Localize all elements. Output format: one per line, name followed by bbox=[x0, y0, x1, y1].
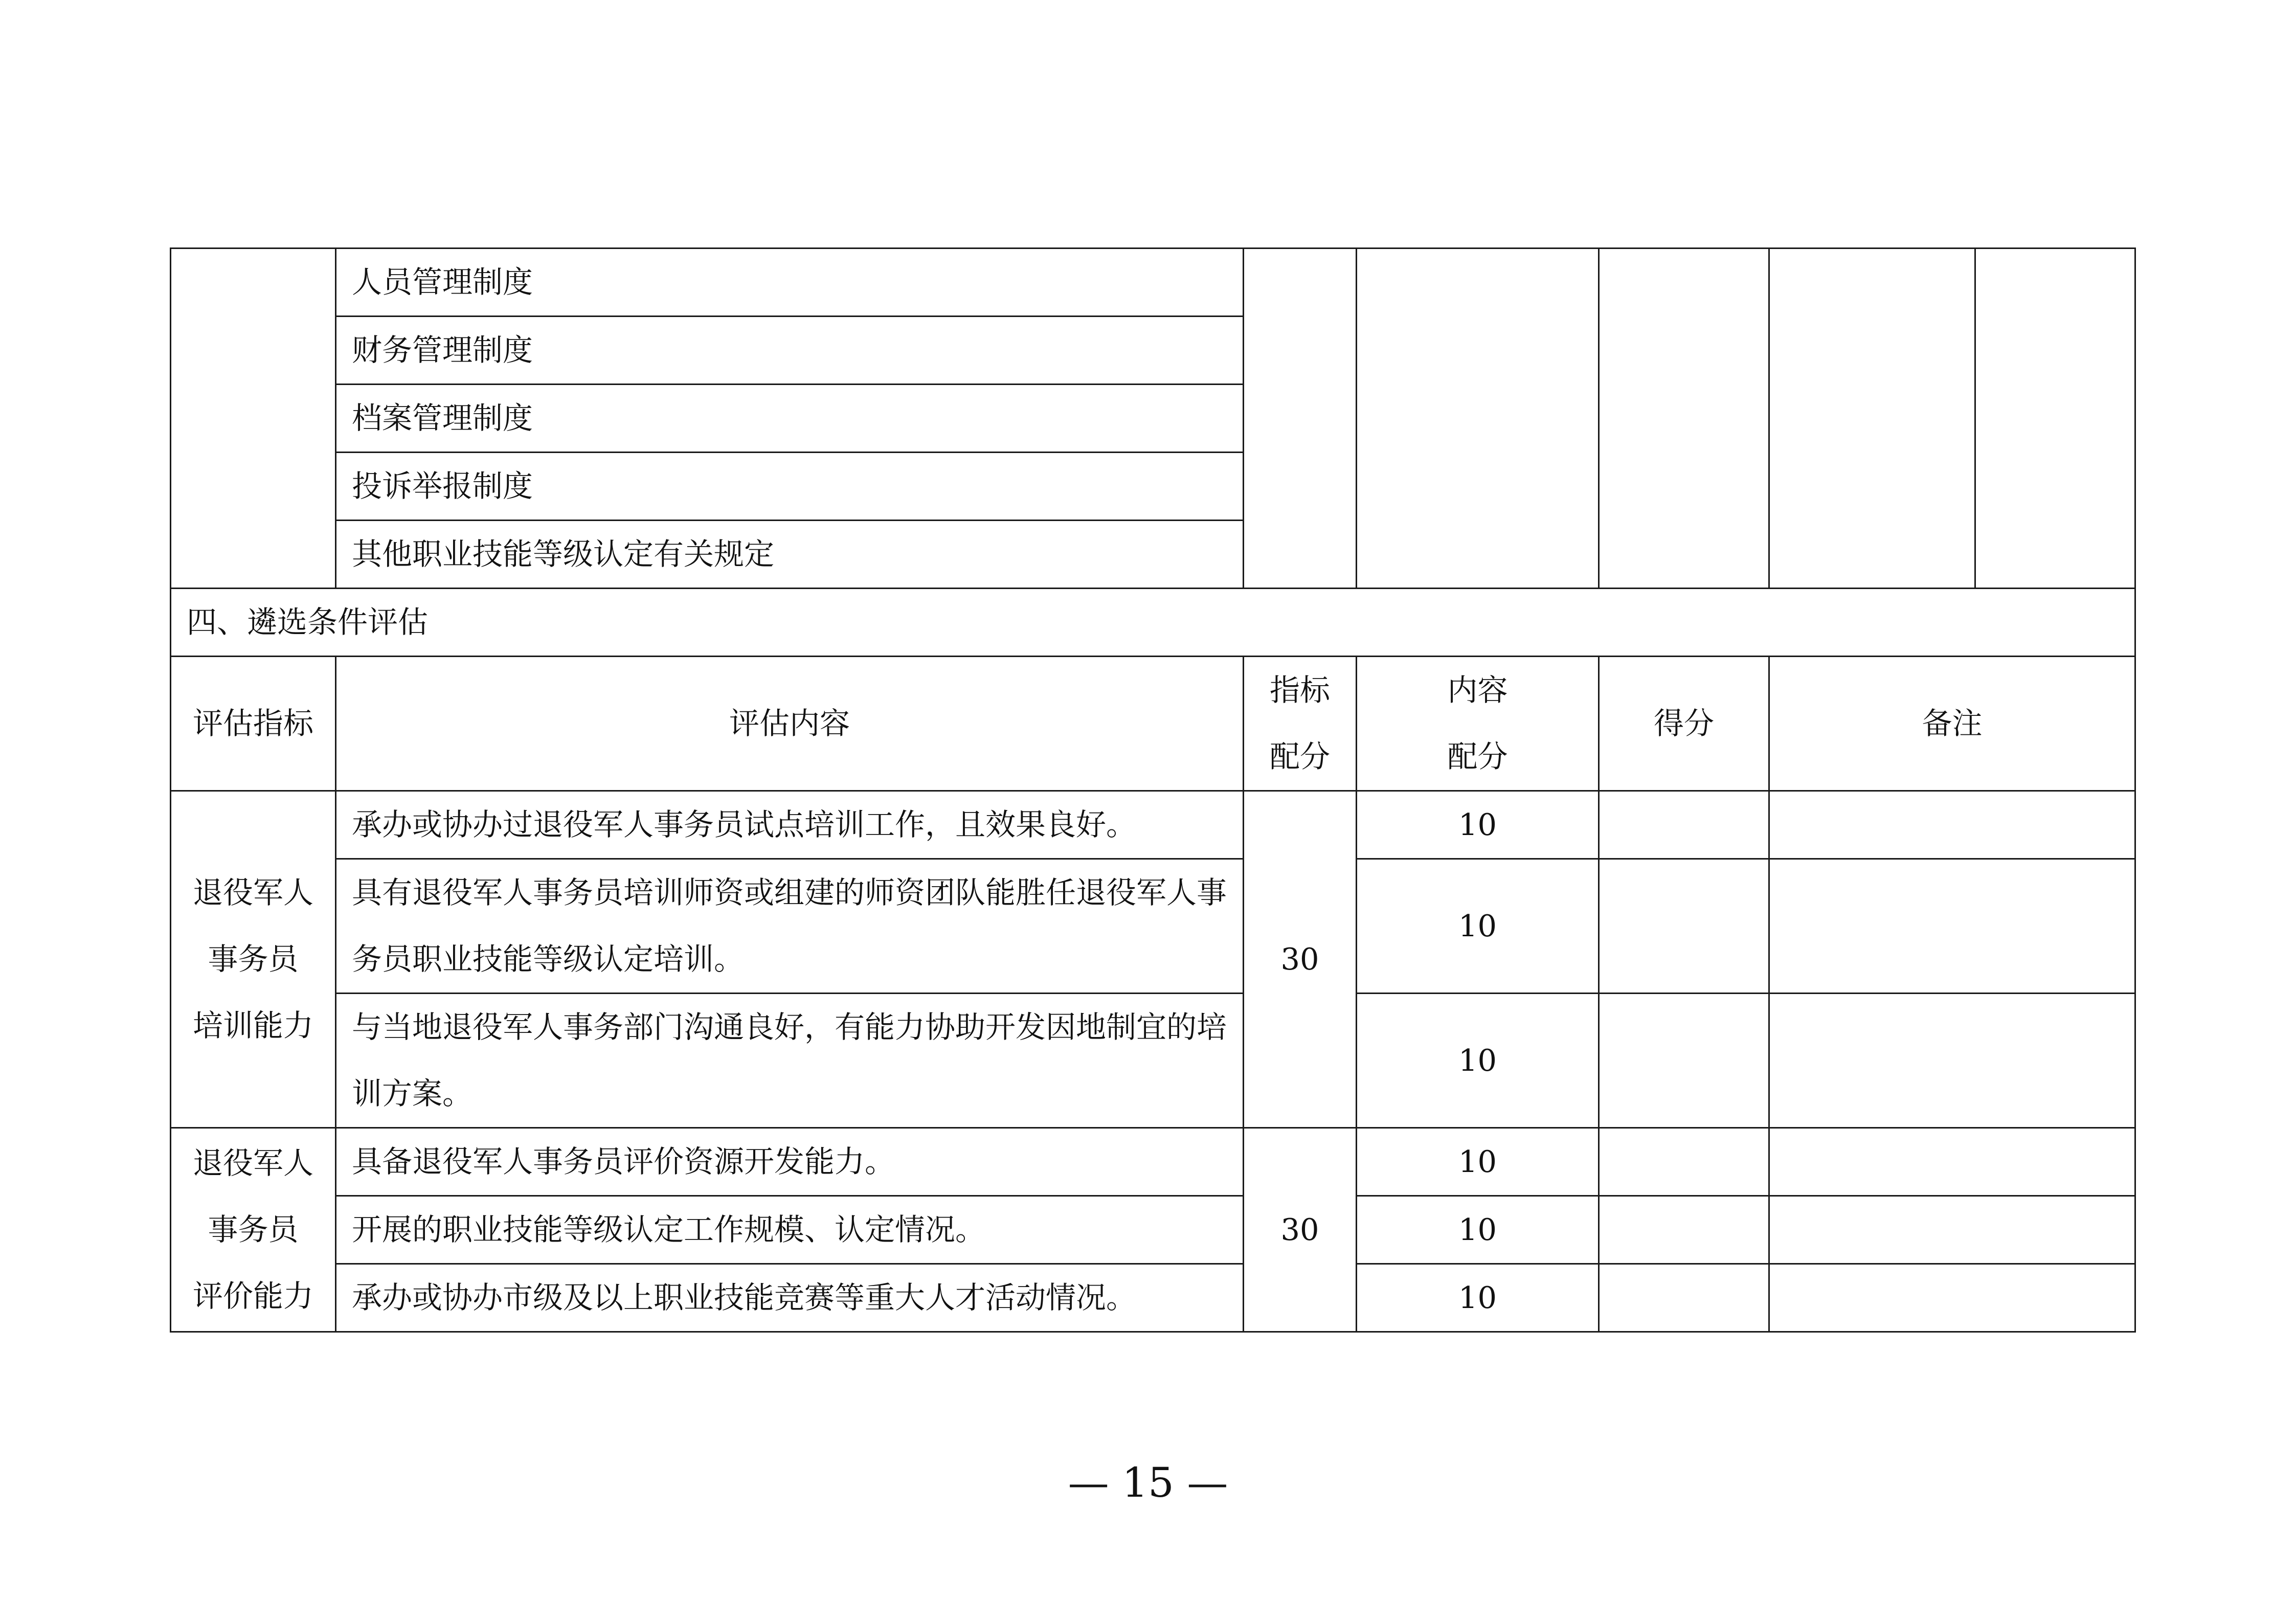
group-2-indicator-score: 30 bbox=[1244, 1128, 1357, 1332]
group-1-row-2-remark bbox=[1769, 859, 2135, 994]
group-2-row-3-score: 10 bbox=[1357, 1264, 1599, 1332]
header-score: 得分 bbox=[1599, 657, 1769, 791]
header-indicator: 评估指标 bbox=[171, 657, 336, 791]
top-item-3: 档案管理制度 bbox=[336, 385, 1244, 453]
header-remark: 备注 bbox=[1769, 657, 2135, 791]
header-content-score-line-1: 内容 bbox=[1447, 672, 1508, 708]
header-indicator-score bbox=[1244, 657, 1357, 791]
group-2-indicator-line-3: 评价能力 bbox=[192, 1278, 313, 1314]
group-1-row-3-obtained bbox=[1599, 994, 1769, 1128]
evaluation-table bbox=[170, 247, 2136, 1333]
group-1-row-3-content: 与当地退役军人事务部门沟通良好，有能力协助开发因地制宜的培训方案。 bbox=[336, 994, 1244, 1128]
top-empty-cell-5 bbox=[1975, 249, 2135, 589]
group-1-row-1-content: 承办或协办过退役军人事务员试点培训工作，且效果良好。 bbox=[336, 791, 1244, 859]
group-1-indicator-score: 30 bbox=[1244, 791, 1357, 1128]
top-item-4: 投诉举报制度 bbox=[336, 453, 1244, 521]
group-2-indicator bbox=[171, 1128, 336, 1332]
group-2-row-2-remark bbox=[1769, 1196, 2135, 1264]
group-1-indicator-line-2: 事务员 bbox=[208, 941, 299, 977]
header-content: 评估内容 bbox=[336, 657, 1244, 791]
group-2-indicator-line-1: 退役军人 bbox=[192, 1145, 313, 1181]
group-2-row-1-content: 具备退役军人事务员评价资源开发能力。 bbox=[336, 1128, 1244, 1196]
group-2-row-3-obtained bbox=[1599, 1264, 1769, 1332]
group-2-row-2-obtained bbox=[1599, 1196, 1769, 1264]
group-1-indicator bbox=[171, 791, 336, 1128]
group-1-row-1-obtained bbox=[1599, 791, 1769, 859]
group-1-row-3-score: 10 bbox=[1357, 994, 1599, 1128]
group-2-row-3-content: 承办或协办市级及以上职业技能竞赛等重大人才活动情况。 bbox=[336, 1264, 1244, 1332]
group-1-row-2-content: 具有退役军人事务员培训师资或组建的师资团队能胜任退役军人事务员职业技能等级认定培训。 bbox=[336, 859, 1244, 994]
top-empty-cell-4 bbox=[1769, 249, 1975, 589]
section-title: 四、遴选条件评估 bbox=[171, 589, 2135, 657]
top-item-2: 财务管理制度 bbox=[336, 317, 1244, 385]
group-2-row-1-score: 10 bbox=[1357, 1128, 1599, 1196]
group-2-indicator-line-2: 事务员 bbox=[208, 1212, 299, 1247]
top-item-5: 其他职业技能等级认定有关规定 bbox=[336, 521, 1244, 589]
group-1-row-1-score: 10 bbox=[1357, 791, 1599, 859]
header-indicator-score-line-2: 配分 bbox=[1269, 739, 1330, 774]
top-empty-cell-3 bbox=[1599, 249, 1769, 589]
group-1-row-2-score: 10 bbox=[1357, 859, 1599, 994]
group-2-row-1-remark bbox=[1769, 1128, 2135, 1196]
top-item-1: 人员管理制度 bbox=[336, 249, 1244, 317]
group-2-row-2-content: 开展的职业技能等级认定工作规模、认定情况。 bbox=[336, 1196, 1244, 1264]
header-content-score-line-2: 配分 bbox=[1447, 739, 1508, 774]
header-content-score bbox=[1357, 657, 1599, 791]
group-1-row-3-remark bbox=[1769, 994, 2135, 1128]
top-empty-cell-2 bbox=[1357, 249, 1599, 589]
group-1-row-2-obtained bbox=[1599, 859, 1769, 994]
top-indicator-cell bbox=[171, 249, 336, 589]
page-number: — 15 — bbox=[1068, 1459, 1228, 1506]
top-empty-cell-1 bbox=[1244, 249, 1357, 589]
header-indicator-score-line-1: 指标 bbox=[1269, 672, 1330, 708]
group-2-row-3-remark bbox=[1769, 1264, 2135, 1332]
group-1-row-1-remark bbox=[1769, 791, 2135, 859]
group-1-indicator-line-1: 退役军人 bbox=[192, 875, 313, 910]
group-2-row-1-obtained bbox=[1599, 1128, 1769, 1196]
group-2-row-2-score: 10 bbox=[1357, 1196, 1599, 1264]
group-1-indicator-line-3: 培训能力 bbox=[192, 1008, 313, 1043]
